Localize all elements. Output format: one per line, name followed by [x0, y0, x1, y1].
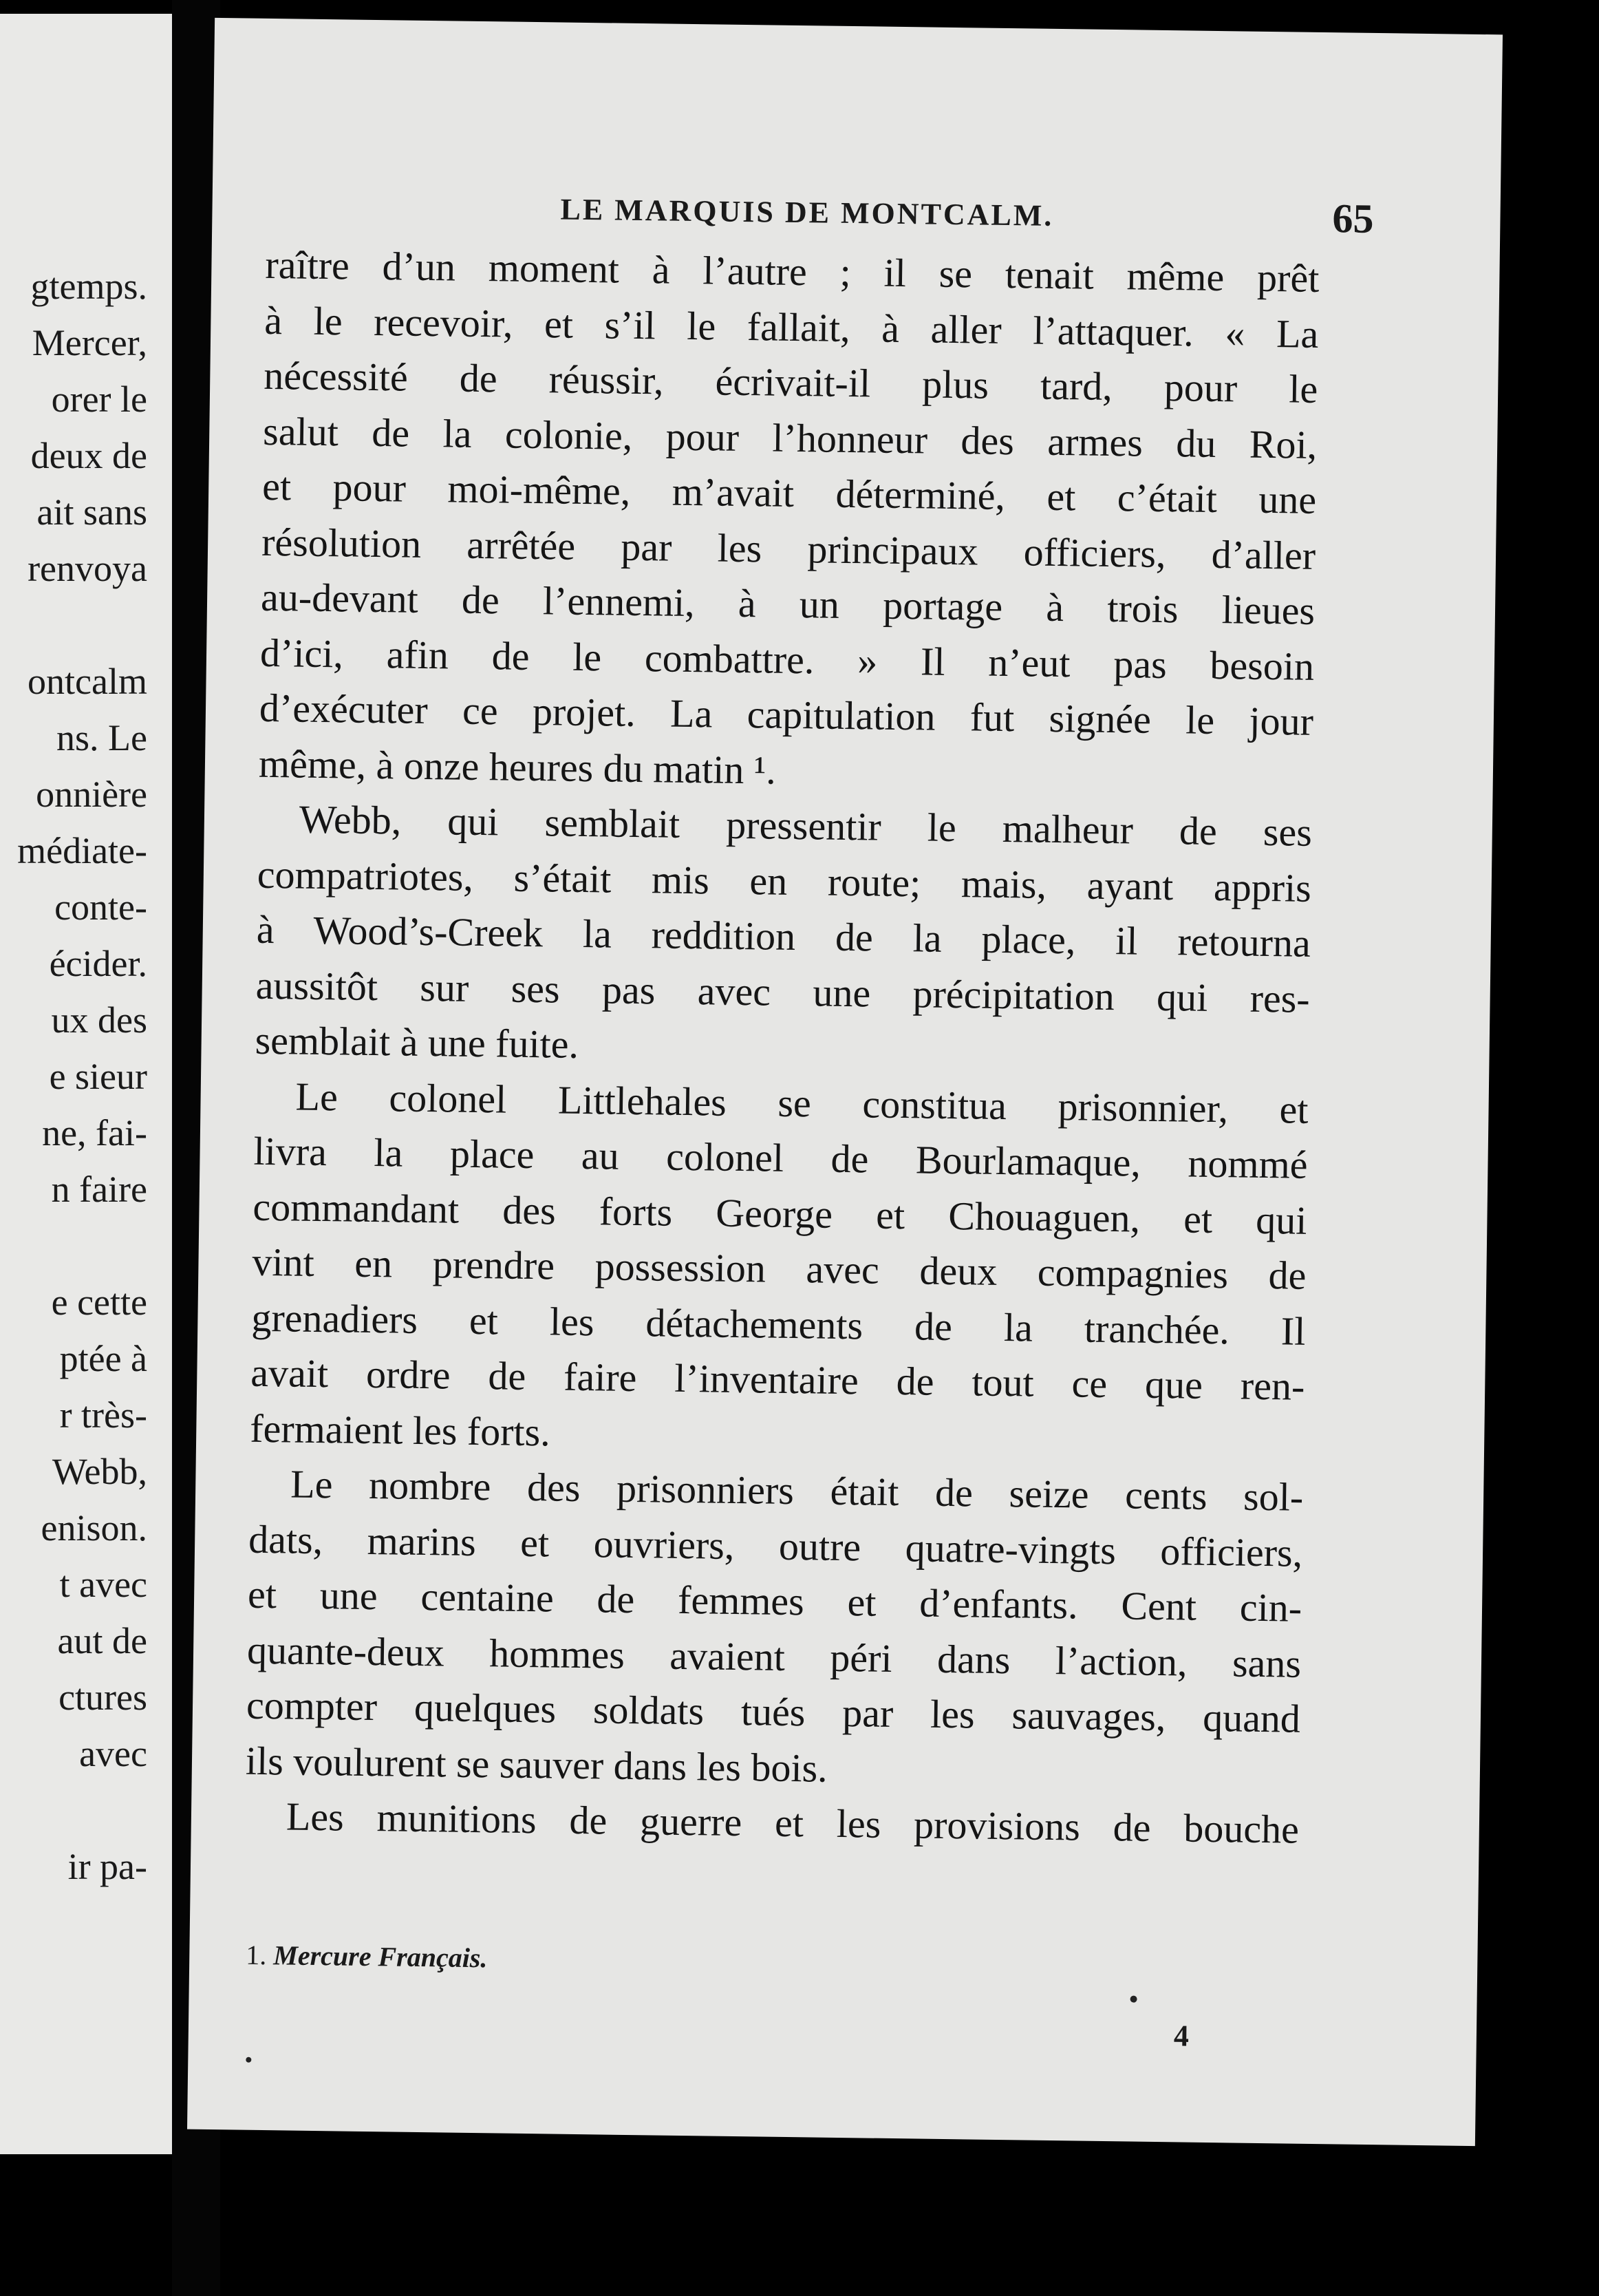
ink-speck — [246, 2057, 251, 2063]
facing-page-line: ontcalm — [28, 661, 147, 702]
page-number: 65 — [1332, 195, 1374, 242]
facing-page-line: deux de — [30, 435, 147, 476]
text-line: avait ordre de faire l’inventaire de tout ce que ren- — [250, 1350, 1305, 1409]
running-head — [560, 184, 1374, 250]
signature-mark: 4 — [1173, 2019, 1190, 2053]
facing-page-line: avec — [79, 1733, 147, 1774]
text-line: et pour moi-même, m’avait déterminé, et c’était une — [261, 463, 1317, 522]
text-line: compatriotes, s’était mis en route; mais, ayant appris — [257, 851, 1312, 911]
facing-page-line: conte- — [54, 886, 147, 928]
text-line: à le recevoir, et s’il le fallait, à aller l’attaquer. « La — [264, 297, 1319, 357]
text-line: nécessité de réussir, écrivait-il plus tard, pour le — [263, 352, 1318, 412]
facing-page-line: ne, fai- — [42, 1112, 147, 1154]
text-line: ils voulurent se sauver dans les bois. — [245, 1738, 828, 1791]
paragraph-first-line: Les munitions de guerre et les provisions de bouche — [286, 1794, 1300, 1852]
text-line: dats, marins et ouvriers, outre quatre-vingts officiers, — [248, 1516, 1303, 1575]
facing-page-line — [17, 597, 147, 653]
text-line: fermaient les forts. — [249, 1405, 551, 1454]
text-line: vint en prendre possession avec deux compagnies de — [252, 1239, 1307, 1298]
facing-page-line: renvoya — [28, 548, 147, 589]
facing-page-line: écider. — [49, 943, 147, 984]
footnote-marker: 1. — [246, 1939, 267, 1971]
facing-page-line: r très- — [59, 1394, 147, 1436]
text-line: raître d’un moment à l’autre ; il se tenait même prêt — [265, 242, 1320, 301]
ink-speck — [1130, 1996, 1137, 2003]
text-line: commandant des forts George et Chouaguen, et qui — [253, 1184, 1307, 1243]
facing-page-line — [17, 1218, 147, 1274]
facing-page-line: Webb, — [52, 1451, 147, 1492]
facing-page-line: ir pa- — [67, 1846, 147, 1887]
facing-page-line: Mercer, — [32, 322, 147, 363]
facing-page-line: ns. Le — [56, 717, 147, 758]
facing-page-line: onnière — [36, 774, 147, 815]
facing-page-line — [17, 1782, 147, 1838]
text-line: même, à onze heures du matin ¹. — [258, 741, 777, 793]
facing-page-line: aut de — [57, 1620, 147, 1661]
book-page — [187, 18, 1503, 2146]
body-text — [244, 237, 1319, 1858]
footnote-title: Mercure Français. — [273, 1939, 488, 1974]
facing-page-line: orer le — [51, 379, 147, 420]
text-line: compter quelques soldats tués par les sauvages, quand — [246, 1682, 1301, 1741]
paragraph-first-line: Le colonel Littlehales se constitua prisonnier, et — [295, 1074, 1309, 1132]
facing-page-line: t avec — [59, 1564, 147, 1605]
facing-page-lines — [17, 258, 147, 1895]
text-line: grenadiers et les détachements de la tranchée. Il — [251, 1295, 1306, 1354]
facing-page-line: ctures — [58, 1677, 147, 1718]
footnote — [246, 1939, 488, 1975]
paragraph-first-line: Le nombre des prisonniers était de seize cents sol- — [290, 1461, 1304, 1520]
facing-page-line: ptée à — [59, 1338, 147, 1379]
text-line: d’exécuter ce projet. La capitulation fut signée le jour — [259, 685, 1314, 744]
facing-page-fragment — [0, 14, 172, 2154]
running-title: LE MARQUIS DE MONTCALM. — [560, 192, 1054, 233]
text-line: et une centaine de femmes et d’enfants. Cent cin- — [247, 1571, 1302, 1630]
text-line: semblait à une fuite. — [255, 1017, 579, 1067]
facing-page-line: n faire — [51, 1169, 147, 1210]
facing-page-line: ux des — [51, 999, 147, 1041]
text-line: au-devant de l’ennemi, à un portage à trois lieues — [260, 574, 1316, 633]
text-line: quante-deux hommes avaient péri dans l’action, sans — [246, 1627, 1302, 1686]
facing-page-line: enison. — [41, 1507, 147, 1549]
facing-page-line: gtemps. — [30, 266, 147, 307]
facing-page-line: médiate- — [17, 830, 147, 871]
text-line: salut de la colonie, pour l’honneur des armes du Roi, — [262, 408, 1318, 467]
text-line: résolution arrêtée par les principaux officiers, d’aller — [261, 519, 1316, 578]
text-line: livra la place au colonel de Bourlamaque, nommé — [253, 1128, 1308, 1187]
facing-page-line: ait sans — [36, 491, 147, 533]
paragraph-first-line: Webb, qui semblait pressentir le malheur de ses — [299, 796, 1313, 855]
facing-page-line: e sieur — [49, 1056, 147, 1097]
text-line: d’ici, afin de le combattre. » Il n’eut pas besoin — [259, 630, 1315, 689]
facing-page-line: e cette — [51, 1282, 147, 1323]
text-line: aussitôt sur ses pas avec une précipitation qui res- — [255, 962, 1311, 1021]
text-line: à Wood’s-Creek la reddition de la place, il retourna — [256, 906, 1311, 966]
